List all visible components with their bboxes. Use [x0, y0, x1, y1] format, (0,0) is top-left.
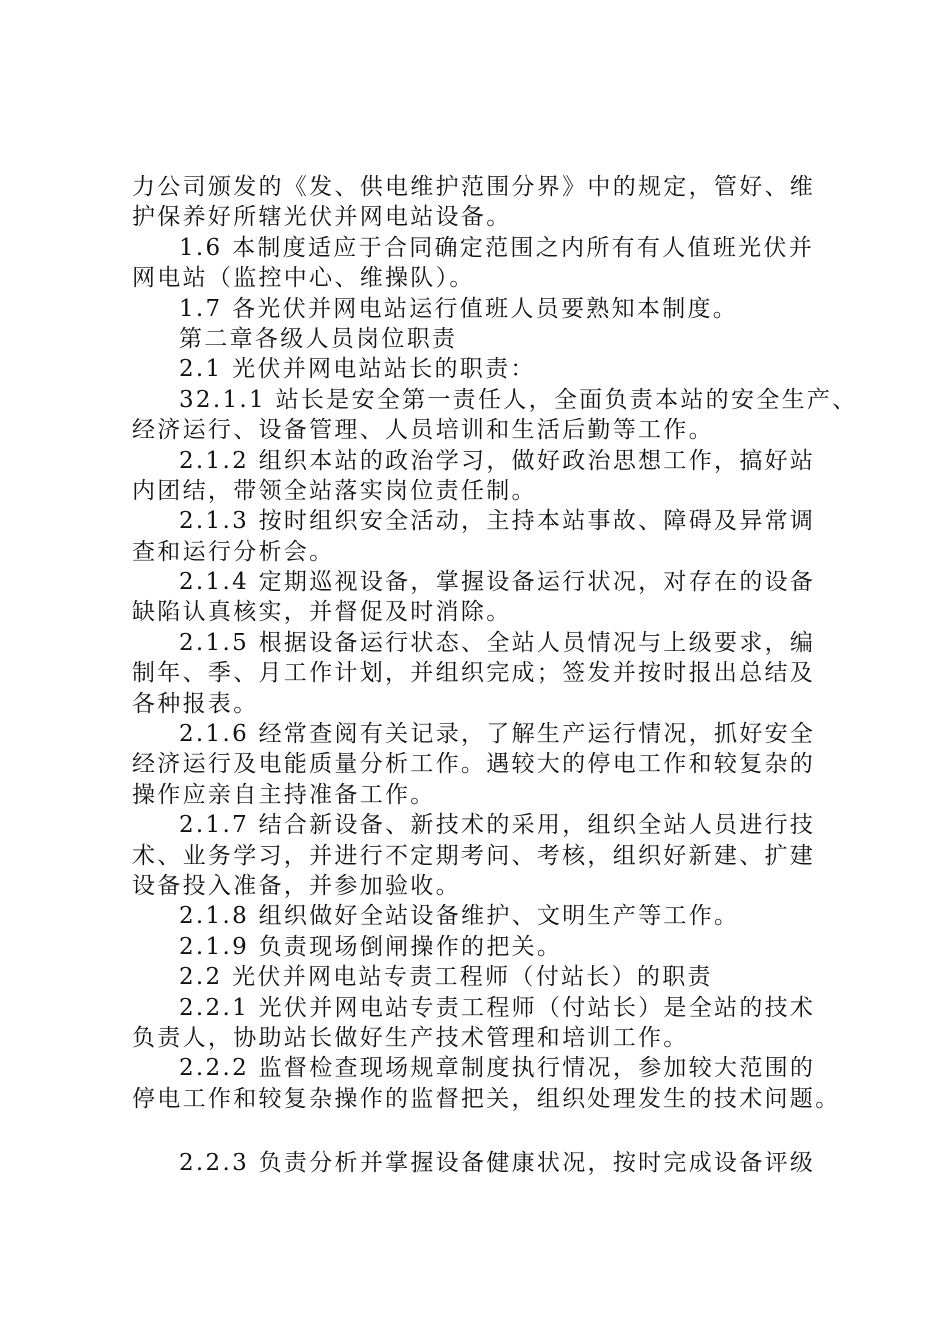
section-heading: 2.1 光伏并网电站站长的职责： — [179, 356, 536, 383]
text-line: 查和运行分析会。 — [132, 538, 335, 565]
text-line: 术、业务学习，并进行不定期考问、考核，组织好新建、扩建 — [132, 842, 816, 869]
text-line: 2.1.2 组织本站的政治学习，做好政治思想工作，搞好站 — [179, 447, 816, 474]
text-line: 护保养好所辖光伏并网电站设备。 — [132, 204, 512, 231]
text-line: 各种报表。 — [132, 690, 259, 717]
text-line: 1.6 本制度适应于合同确定范围之内所有有人值班光伏并 — [179, 234, 814, 261]
text-line: 2.1.6 经常查阅有关记录，了解生产运行情况，抓好安全 — [179, 721, 816, 748]
chapter-heading: 第二章各级人员岗位职责 — [179, 325, 458, 352]
text-line: 经济运行、设备管理、人员培训和生活后勤等工作。 — [132, 417, 714, 444]
section-heading: 2.2 光伏并网电站专责工程师（付站长）的职责 — [179, 964, 713, 991]
text-line: 2.2.3 负责分析并掌握设备健康状况，按时完成设备评级 — [179, 1150, 816, 1177]
text-line: 经济运行及电能质量分析工作。遇较大的停电工作和较复杂的 — [132, 751, 816, 778]
text-line: 32.1.1 站长是安全第一责任人，全面负责本站的安全生产、 — [179, 386, 858, 413]
text-line: 设备投入准备，并参加验收。 — [132, 872, 461, 899]
text-line: 负责人，协助站长做好生产技术管理和培训工作。 — [132, 1024, 689, 1051]
text-line: 2.1.4 定期巡视设备，掌握设备运行状况，对存在的设备 — [179, 569, 816, 596]
text-line: 1.7 各光伏并网电站运行值班人员要熟知本制度。 — [179, 295, 739, 322]
text-line: 2.2.1 光伏并网电站专责工程师（付站长）是全站的技术 — [179, 994, 816, 1021]
text-line: 停电工作和较复杂操作的监督把关，组织处理发生的技术问题。 — [132, 1085, 841, 1112]
text-line: 网电站（监控中心、维操队）。 — [132, 265, 475, 292]
text-line: 力公司颁发的《发、供电维护范围分界》中的规定，管好、维 — [132, 174, 816, 200]
text-line: 2.1.8 组织做好全站设备维护、文明生产等工作。 — [179, 903, 740, 930]
text-line: 制年、季、月工作计划，并组织完成；签发并按时报出总结及 — [132, 660, 816, 687]
text-line: 2.1.7 结合新设备、新技术的采用，组织全站人员进行技 — [179, 812, 816, 839]
text-line: 2.2.2 监督检查现场规章制度执行情况，参加较大范围的 — [179, 1055, 816, 1082]
text-line: 缺陷认真核实，并督促及时消除。 — [132, 599, 512, 626]
text-line: 内团结，带领全站落实岗位责任制。 — [132, 477, 537, 504]
text-line: 2.1.3 按时组织安全活动，主持本站事故、障碍及异常调 — [179, 508, 816, 535]
text-line: 2.1.9 负责现场倒闸操作的把关。 — [179, 933, 563, 960]
paragraph-gap — [132, 1114, 832, 1148]
text-line: 2.1.5 根据设备运行状态、全站人员情况与上级要求，编 — [179, 629, 816, 656]
text-line: 操作应亲自主持准备工作。 — [132, 781, 436, 808]
document-body — [132, 172, 858, 1179]
